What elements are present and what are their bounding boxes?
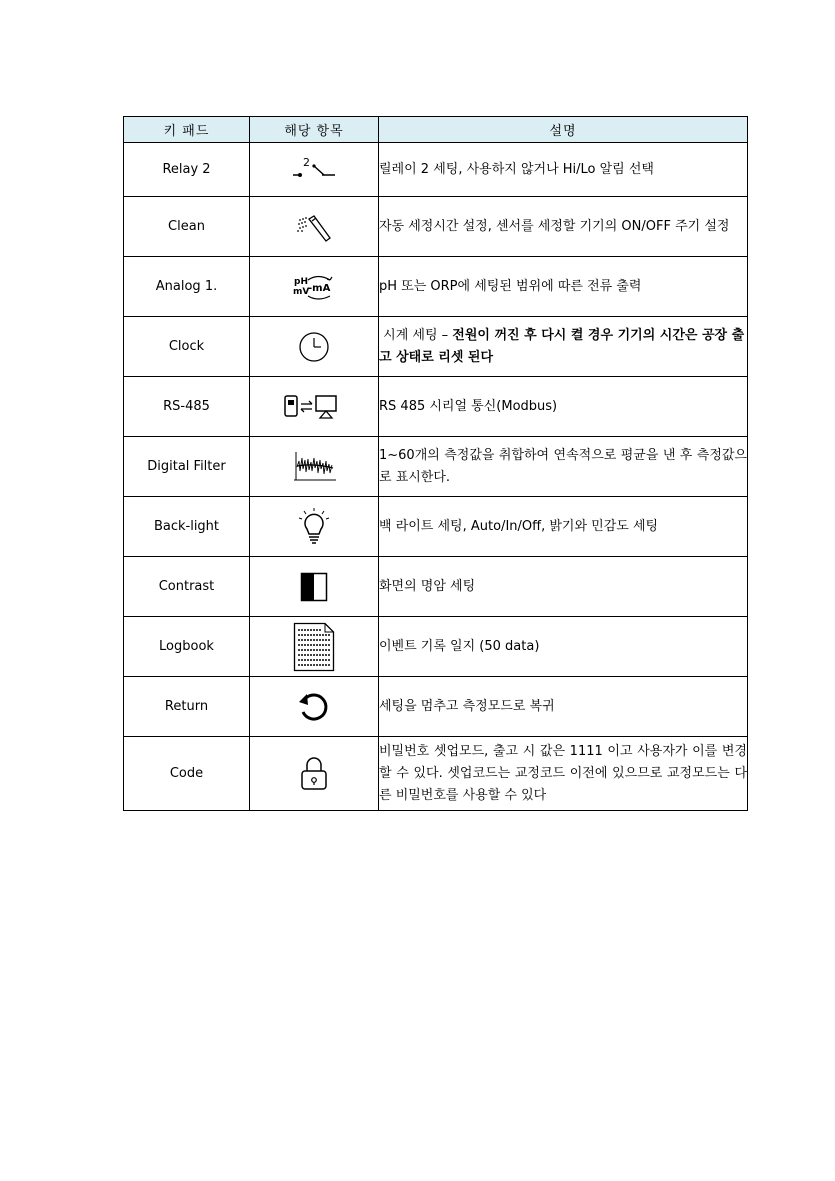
svg-text:-mA: -mA bbox=[308, 282, 331, 294]
table-header-row bbox=[124, 117, 748, 143]
row-description bbox=[379, 317, 748, 377]
table-row bbox=[124, 377, 748, 437]
row-key: Clean bbox=[124, 197, 250, 257]
row-description: 비밀번호 셋업모드, 출고 시 값은 1111 이고 사용자가 이를 변경할 수 있다. 셋업코드는 교정코드 이전에 있으므로 교정모드는 다른 비밀번호를 사용할 수 있다 bbox=[379, 737, 748, 811]
keypad-table bbox=[123, 116, 748, 811]
table-row bbox=[124, 257, 748, 317]
relay-number: 2 bbox=[303, 155, 310, 169]
table-row bbox=[124, 557, 748, 617]
table-row bbox=[124, 197, 748, 257]
row-description: 백 라이트 세팅, Auto/In/Off, 밝기와 민감도 세팅 bbox=[379, 497, 748, 557]
row-key: Return bbox=[124, 677, 250, 737]
row-description: 세팅을 멈추고 측정모드로 복귀 bbox=[379, 677, 748, 737]
row-description: 이벤트 기록 일지 (50 data) bbox=[379, 617, 748, 677]
header-description: 설명 bbox=[379, 117, 748, 143]
serial-communication-icon bbox=[282, 392, 346, 422]
row-description: 릴레이 2 세팅, 사용하지 않거나 Hi/Lo 알림 선택 bbox=[379, 143, 748, 197]
svg-text:pH: pH bbox=[294, 276, 308, 287]
contrast-icon bbox=[300, 572, 328, 602]
clock-desc-plain: 시계 세팅 – bbox=[383, 327, 453, 343]
clock-desc-warning: 전원이 꺼진 후 다시 켤 경우 기기의 시간은 공장 출고 상태로 리셋 된다 bbox=[379, 327, 745, 365]
row-key: Code bbox=[124, 737, 250, 811]
logbook-icon bbox=[293, 622, 335, 672]
svg-text:mV: mV bbox=[293, 286, 310, 297]
row-key: RS-485 bbox=[124, 377, 250, 437]
table-row bbox=[124, 437, 748, 497]
table-row bbox=[124, 737, 748, 811]
row-key: Logbook bbox=[124, 617, 250, 677]
row-description: pH 또는 ORP에 세팅된 범위에 따른 전류 출력 bbox=[379, 257, 748, 317]
filter-graph-icon bbox=[290, 449, 338, 485]
table-row bbox=[124, 617, 748, 677]
ph-mv-ma-icon bbox=[290, 272, 338, 302]
header-keypad: 키 패드 bbox=[124, 117, 250, 143]
relay-switch-icon bbox=[292, 155, 336, 185]
row-key: Back-light bbox=[124, 497, 250, 557]
return-arrow-icon bbox=[297, 690, 331, 724]
row-key: Digital Filter bbox=[124, 437, 250, 497]
row-key: Relay 2 bbox=[124, 143, 250, 197]
header-item: 해당 항목 bbox=[250, 117, 379, 143]
row-description: 1~60개의 측정값을 취합하여 연속적으로 평균을 낸 후 측정값으로 표시한다. bbox=[379, 437, 748, 497]
row-key: Analog 1. bbox=[124, 257, 250, 317]
row-key: Clock bbox=[124, 317, 250, 377]
row-key: Contrast bbox=[124, 557, 250, 617]
padlock-icon bbox=[299, 756, 329, 792]
table-row bbox=[124, 317, 748, 377]
row-description: RS 485 시리얼 통신(Modbus) bbox=[379, 377, 748, 437]
table-row bbox=[124, 497, 748, 557]
light-bulb-icon bbox=[296, 507, 332, 547]
row-description: 자동 세정시간 설정, 센서를 세정할 기기의 ON/OFF 주기 설정 bbox=[379, 197, 748, 257]
table-row bbox=[124, 143, 748, 197]
spray-nozzle-icon bbox=[292, 210, 336, 244]
clock-icon bbox=[297, 330, 331, 364]
row-description: 화면의 명암 세팅 bbox=[379, 557, 748, 617]
table-row bbox=[124, 677, 748, 737]
